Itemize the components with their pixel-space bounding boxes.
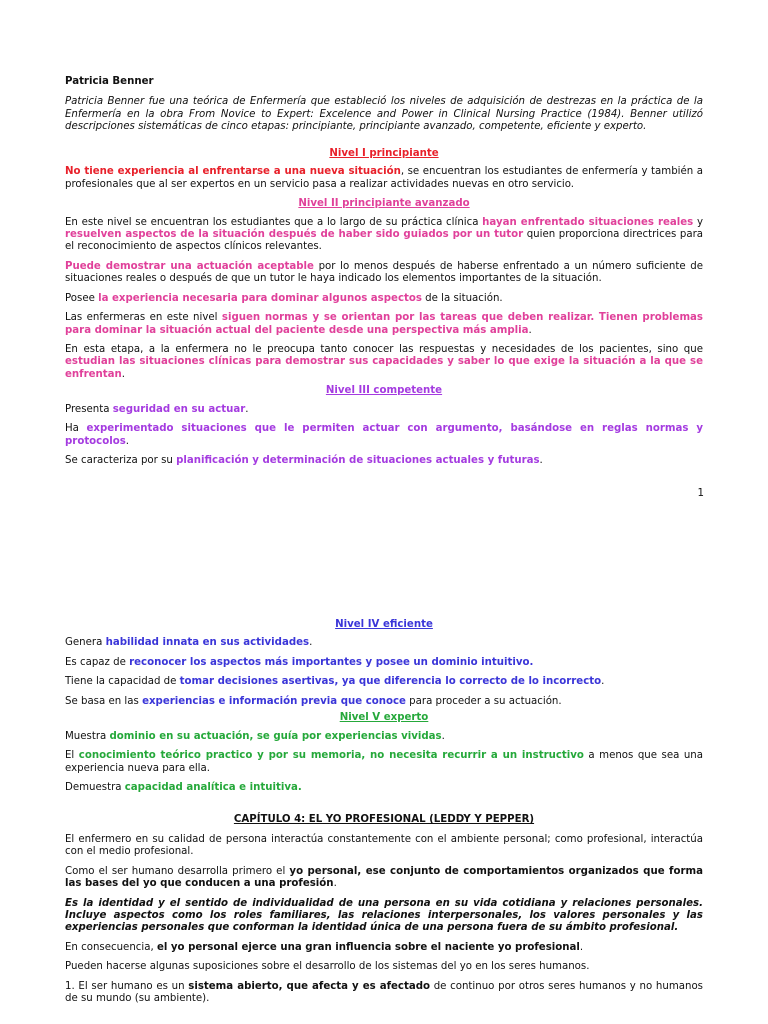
- text: .: [125, 435, 130, 447]
- chapter-paragraph-5: Pueden hacerse algunas suposiciones sobre el desarrollo de los sistemas del yo en los seres humanos.: [65, 961, 590, 973]
- nivel-4-paragraph-2: [65, 657, 703, 669]
- text: .: [245, 403, 249, 415]
- text: 1. El ser humano es un: [65, 980, 189, 992]
- text: Ha: [65, 423, 87, 435]
- chapter-paragraph-2: [65, 866, 703, 891]
- chapter-heading: CAPÍTULO 4: EL YO PROFESIONAL (LEDDY Y PEPPER): [233, 814, 535, 826]
- nivel-1-paragraph: [65, 166, 703, 191]
- highlight: conocimiento teórico practico y por su memoria, no necesita recurrir a un instructivo: [78, 750, 584, 762]
- highlight: yo personal, ese conjunto de comportamientos organizados que forma las bases del yo que conducen a una profesión: [65, 865, 703, 890]
- text: Se caracteriza por su: [65, 455, 177, 467]
- chapter-paragraph-1: El enfermero en su calidad de persona interactúa constantemente con el ambiente personal; como profesional, interactúa con el medio profesional.: [65, 833, 703, 858]
- text: , se encuentran los estudiantes de enfermería y también a profesionales que al ser expertos en un servicio pasa a realizar actividades nuevas en otro servicio.: [65, 166, 703, 190]
- highlight: experiencias e información previa que conoce: [142, 695, 406, 707]
- text: de la situación.: [421, 292, 503, 304]
- text: Genera: [65, 637, 106, 649]
- page-number: 1: [697, 488, 704, 499]
- text: El: [65, 750, 79, 762]
- text: En consecuencia,: [65, 941, 157, 953]
- highlight: Puede demostrar una actuación aceptable: [65, 260, 314, 272]
- highlight: tomar decisiones asertivas, ya que diferencia lo correcto de lo incorrecto: [179, 676, 602, 688]
- text: Muestra: [65, 730, 110, 742]
- heading-nivel-3: Nivel III competente: [325, 385, 443, 397]
- text: En este nivel se encuentran los estudiantes que a lo largo de su práctica clínica: [65, 216, 483, 228]
- highlight: resuelven aspectos de la situación después de haber sido guiados por un tutor: [65, 228, 524, 240]
- highlight: estudian las situaciones clínicas para demostrar sus capacidades y saber lo que exige la situación a la que se enfrentan: [65, 356, 703, 380]
- chapter-paragraph-6: [65, 981, 703, 1006]
- nivel-5-paragraph-1: [65, 731, 703, 743]
- text: Como el ser humano desarrolla primero el: [65, 865, 290, 877]
- text: y: [693, 216, 703, 228]
- text: por lo menos después de haberse enfrentado a un número suficiente de situaciones reales o después de que un tutor le haya indicado los elementos importantes de la situación.: [65, 260, 703, 285]
- text: Las enfermeras en este nivel: [65, 312, 222, 324]
- text: .: [309, 637, 313, 649]
- highlight: hayan enfrentado situaciones reales: [482, 216, 694, 228]
- text: En esta etapa, a la enfermera no le preocupa tanto conocer las respuestas y necesidades de los pacientes, sino que: [65, 344, 703, 355]
- nivel-5-paragraph-3: [65, 782, 703, 794]
- nivel-2-paragraph-4: [65, 312, 703, 337]
- text: Presenta: [65, 403, 113, 415]
- text: .: [579, 941, 584, 953]
- text: .: [121, 368, 126, 380]
- heading-nivel-1: Nivel I principiante: [329, 147, 439, 159]
- text: Demuestra: [65, 781, 125, 793]
- text: Es capaz de: [65, 656, 130, 668]
- highlight: planificación y determinación de situaciones actuales y futuras: [176, 455, 540, 467]
- highlight: habilidad innata en sus actividades: [105, 637, 310, 649]
- text: quien proporciona directrices para el reconocimiento de aspectos clínicos relevantes.: [65, 228, 703, 253]
- text: de continuo por otros seres humanos y no humanos de su mundo (su ambiente).: [65, 980, 703, 1005]
- intro-paragraph: Patricia Benner fue una teórica de Enfermería que estableció los niveles de adquisición de destrezas en la práctica de la Enfermería en la obra From Novice to Expert: Excelence and Power in Clinical Nursing Practice (1984). Benner utilizó descripciones sistemáticas de cinco etapas: principiante, principiante avanzado, competente, eficiente y experto.: [65, 96, 703, 133]
- highlight: No tiene experiencia al enfrentarse a una nueva situación: [65, 166, 401, 178]
- highlight: capacidad analítica e intuitiva.: [124, 781, 302, 793]
- page-2-content: [65, 619, 703, 1013]
- highlight: reconocer los aspectos más importantes y posee un dominio intuitivo.: [129, 656, 534, 668]
- text: para proceder a su actuación.: [405, 695, 562, 707]
- text: Tiene la capacidad de: [65, 676, 180, 688]
- nivel-2-paragraph-1: [65, 217, 703, 254]
- nivel-2-paragraph-3: [65, 293, 703, 305]
- text: a menos que sea una experiencia nueva para ella.: [65, 750, 704, 774]
- highlight: sistema abierto, que afecta y es afectado: [188, 980, 430, 992]
- author-title: Patricia Benner: [65, 76, 154, 87]
- nivel-5-paragraph-2: [65, 750, 703, 775]
- highlight: seguridad en su actuar: [112, 403, 246, 415]
- heading-nivel-2: Nivel II principiante avanzado: [298, 198, 470, 210]
- text: .: [539, 455, 543, 467]
- page-1-content: [65, 76, 703, 475]
- highlight: dominio en su actuación, se guía por experiencias vividas: [109, 730, 442, 742]
- nivel-4-paragraph-4: [65, 696, 703, 708]
- heading-nivel-5: Nivel V experto: [339, 712, 429, 724]
- highlight: la experiencia necesaria para dominar algunos aspectos: [98, 292, 422, 304]
- text: Posee: [65, 292, 99, 304]
- nivel-3-paragraph-3: [65, 455, 703, 467]
- nivel-4-paragraph-3: [65, 676, 703, 688]
- text: .: [528, 324, 532, 336]
- heading-nivel-4: Nivel IV eficiente: [335, 619, 433, 630]
- text: .: [601, 676, 605, 688]
- nivel-3-paragraph-2: [65, 423, 703, 448]
- text: Se basa en las: [65, 695, 143, 707]
- nivel-2-paragraph-2: [65, 261, 703, 286]
- nivel-4-paragraph-1: [65, 637, 703, 649]
- highlight: el yo personal ejerce una gran influencia sobre el naciente yo profesional: [156, 941, 580, 953]
- nivel-3-paragraph-1: [65, 404, 703, 416]
- highlight: experimentado situaciones que le permiten actuar con argumento, basándose en reglas normas y protocolos: [65, 423, 703, 447]
- text: .: [333, 878, 337, 890]
- chapter-paragraph-4: [65, 942, 703, 954]
- highlight: siguen normas y se orientan por las tareas que deben realizar. Tienen problemas para dominar la situación actual del paciente desde una perspectiva más amplia: [65, 312, 703, 336]
- chapter-paragraph-3: Es la identidad y el sentido de individualidad de una persona en su vida cotidiana y relaciones personales. Incluye aspectos como los roles familiares, las relaciones interpersonales, los valores personales y las experiencias personales que conforman la identidad única de una persona fuera de su ámbito profesional.: [65, 897, 703, 934]
- text: .: [441, 730, 445, 742]
- nivel-2-paragraph-5: [65, 344, 703, 381]
